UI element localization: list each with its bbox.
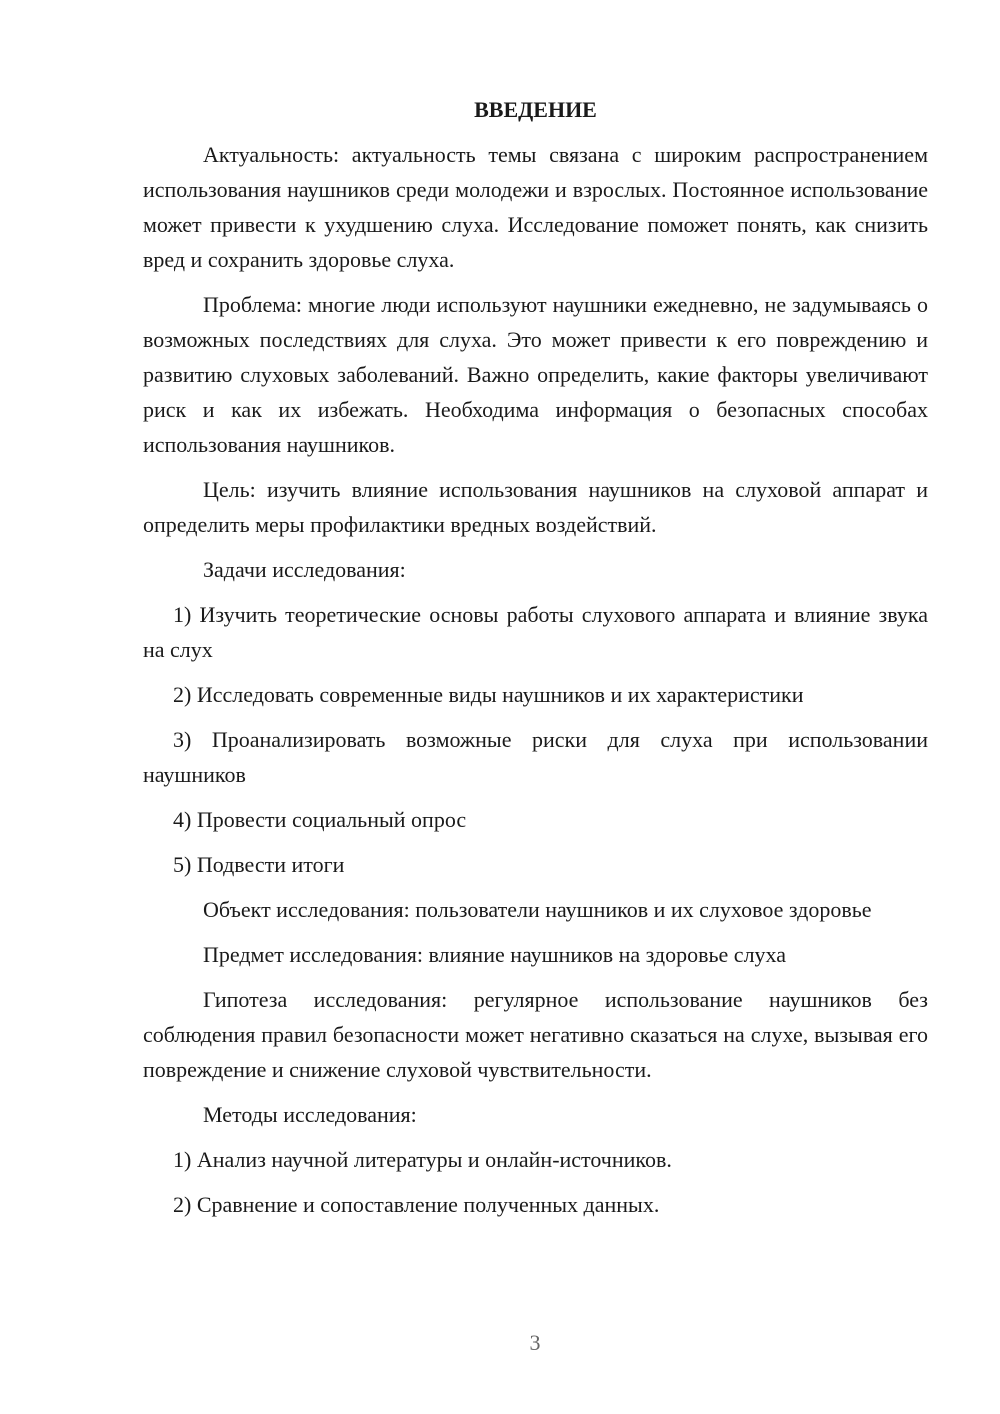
- method-item-1: 1) Анализ научной литературы и онлайн-источников.: [173, 1147, 672, 1172]
- tasks-heading: Задачи исследования:: [203, 557, 406, 582]
- subject-paragraph: Предмет исследования: влияние наушников на здоровье слуха: [203, 942, 787, 967]
- hypothesis-paragraph: Гипотеза исследования: регулярное использование наушников без соблюдения правил безопасности может негативно сказаться на слухе, вызывая его повреждение и снижение слуховой чувствительности.: [143, 987, 928, 1082]
- task-item-3: 3) Проанализировать возможные риски для слуха при использовании наушников: [143, 727, 928, 787]
- object-paragraph: Объект исследования: пользователи наушников и их слуховое здоровье: [203, 897, 872, 922]
- task-item-1: 1) Изучить теоретические основы работы слухового аппарата и влияние звука на слух: [143, 602, 928, 662]
- methods-heading: Методы исследования:: [203, 1102, 417, 1127]
- document-page: [143, 92, 928, 1232]
- section-title: ВВЕДЕНИЕ: [474, 97, 597, 122]
- task-item-2: 2) Исследовать современные виды наушников и их характеристики: [173, 682, 804, 707]
- method-item-2: 2) Сравнение и сопоставление полученных данных.: [173, 1192, 660, 1217]
- page-number: 3: [529, 1330, 541, 1355]
- goal-paragraph: Цель: изучить влияние использования наушников на слуховой аппарат и определить меры профилактики вредных воздействий.: [143, 477, 928, 537]
- task-item-4: 4) Провести социальный опрос: [173, 807, 467, 832]
- relevance-paragraph: Актуальность: актуальность темы связана с широким распространением использования наушников среди молодежи и взрослых. Постоянное использование может привести к ухудшению слуха. Исследование поможет понять, как снизить вред и сохранить здоровье слуха.: [143, 142, 928, 272]
- problem-paragraph: Проблема: многие люди используют наушники ежедневно, не задумываясь о возможных последствиях для слуха. Это может привести к его повреждению и развитию слуховых заболеваний. Важно определить, какие факторы увеличивают риск и как их избежать. Необходима информация о безопасных способах использования наушников.: [143, 292, 928, 457]
- task-item-5: 5) Подвести итоги: [173, 852, 345, 877]
